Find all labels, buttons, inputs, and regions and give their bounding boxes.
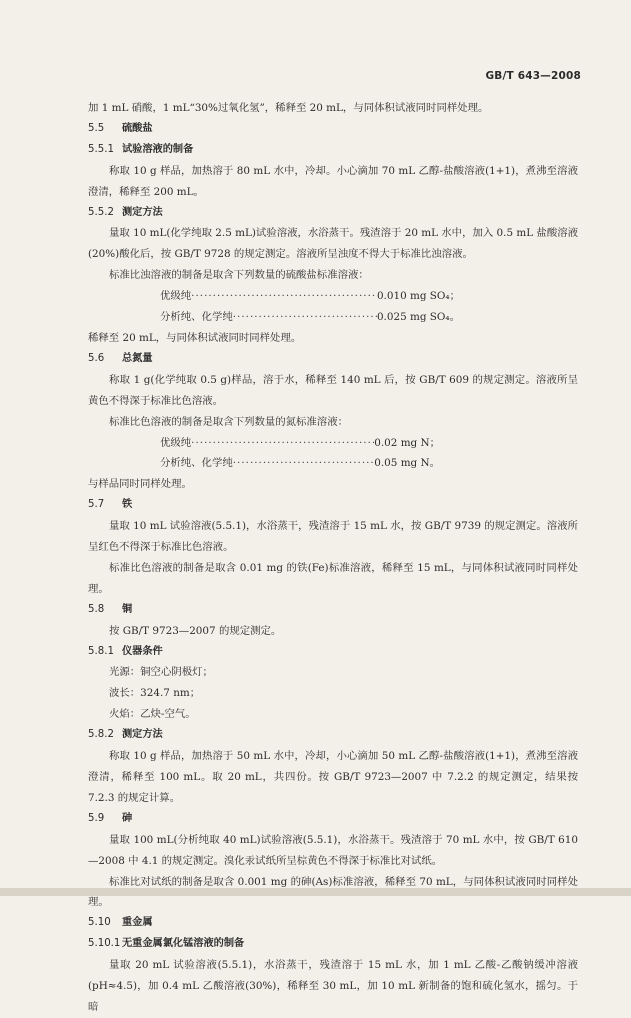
section-title: 硫酸盐 xyxy=(122,122,153,134)
section-title: 仪器条件 xyxy=(122,645,163,657)
standard-number: GB/T 643—2008 xyxy=(485,70,581,82)
section-number: 5.5.2 xyxy=(88,206,114,218)
section-title: 重金属 xyxy=(122,917,153,929)
paragraph: 标准比色溶液的制备是取含下列数量的氮标准溶液： xyxy=(109,415,348,428)
paragraph: 量取 20 mL 试验溶液(5.5.1)，水浴蒸干，残渣溶于 15 mL 水，加 1 mL 乙酸-乙酸钠缓冲溶液(pH≈4.5)，加 0.4 mL 乙酸溶液(30%)，稀释至 30 mL，加 10 mL 新制备的饱和硫化氢水，摇匀。于暗 xyxy=(88,959,578,1013)
section-heading-5-6 xyxy=(88,349,578,370)
section-number: 5.5 xyxy=(88,122,105,134)
instrument-condition: 光源：铜空心阴极灯； xyxy=(109,666,213,679)
paragraph: 称取 1 g(化学纯取 0.5 g)样品，溶于水，稀释至 140 mL 后，按 GB/T 609 的规定测定。溶液所呈黄色不得深于标准比色溶液。 xyxy=(88,373,578,407)
paragraph: 与样品同时同样处理。 xyxy=(88,478,192,491)
section-heading-5-8-2 xyxy=(88,725,578,746)
section-heading-5-10-1 xyxy=(88,934,578,955)
leader-dots xyxy=(191,286,377,307)
leader-dots xyxy=(233,453,375,474)
grade-label: 优级纯 xyxy=(160,290,192,303)
section-number: 5.8.2 xyxy=(88,729,114,741)
limit-value: 0.025 mg SO₄。 xyxy=(376,311,460,324)
limit-value: 0.02 mg N； xyxy=(374,436,440,449)
leader-dots xyxy=(191,433,374,454)
paragraph: 加 1 mL 硝酸，1 mL“30%过氧化氢”，稀释至 20 mL，与同体积试液同时同样处理。 xyxy=(88,102,489,114)
instrument-condition: 波长：324.7 nm； xyxy=(109,687,201,700)
section-title: 测定方法 xyxy=(122,729,163,741)
section-number: 5.8 xyxy=(88,603,105,615)
paragraph: 称取 10 g 样品，加热溶于 50 mL 水中，冷却，小心滴加 50 mL 乙醇-盐酸溶液(1+1)，煮沸至溶液澄清，稀释至 100 mL。取 20 mL，共四份。按 GB/T 9723—2007 中 7.2.2 的规定测定，结果按 7.2.3 的规定计算。 xyxy=(88,750,578,804)
leader-dots xyxy=(233,307,377,328)
instrument-condition: 火焰：乙炔-空气。 xyxy=(109,708,196,721)
section-heading-5-5-2 xyxy=(88,203,578,224)
paragraph: 量取 10 mL 试验溶液(5.5.1)，水浴蒸干，残渣溶于 15 mL 水，按 GB/T 9739 的规定测定。溶液所呈红色不得深于标准比色溶液。 xyxy=(88,520,578,554)
section-title: 测定方法 xyxy=(122,206,163,218)
scan-edge xyxy=(0,888,631,896)
grade-label: 分析纯、化学纯 xyxy=(160,311,233,324)
paragraph: 量取 10 mL(化学纯取 2.5 mL)试验溶液，水浴蒸干。残渣溶于 20 mL 水中，加入 0.5 mL 盐酸溶液(20%)酸化后，按 GB/T 9728 的规定测定。溶液所呈浊度不得大于标准比浊溶液。 xyxy=(88,227,578,261)
section-number: 5.5.1 xyxy=(88,143,114,155)
section-title: 试验溶液的制备 xyxy=(122,143,194,155)
section-heading-5-8-1 xyxy=(88,642,578,663)
grade-label: 分析纯、化学纯 xyxy=(160,457,233,470)
section-number: 5.7 xyxy=(88,499,105,511)
section-title: 总氮量 xyxy=(122,352,153,364)
paragraph: 标准比对试纸的制备是取含 0.001 mg 的砷(As)标准溶液，稀释至 70 mL，与同体积试液同时同样处理。 xyxy=(88,875,578,909)
section-heading-5-5-1 xyxy=(88,140,578,161)
paragraph: 称取 10 g 样品，加热溶于 80 mL 水中，冷却。小心滴加 70 mL 乙醇-盐酸溶液(1+1)，煮沸至溶液澄清，稀释至 200 mL。 xyxy=(88,164,578,198)
leader-line-n-grade1 xyxy=(88,433,440,454)
paragraph: 按 GB/T 9723—2007 的规定测定。 xyxy=(109,624,282,637)
section-number: 5.9 xyxy=(88,812,105,824)
section-heading-5-9 xyxy=(88,809,578,830)
section-number: 5.8.1 xyxy=(88,645,114,657)
section-number: 5.10 xyxy=(88,917,111,929)
section-heading-5-10 xyxy=(88,913,578,934)
document-body xyxy=(88,98,578,1018)
paragraph: 标准比浊溶液的制备是取含下列数量的硫酸盐标准溶液： xyxy=(109,269,369,282)
paragraph: 量取 100 mL(分析纯取 40 mL)试验溶液(5.5.1)，水浴蒸干。残渣溶于 70 mL 水中，按 GB/T 610—2008 中 4.1 的规定测定。溴化汞试纸所呈棕黄色不得深于标准比对试纸。 xyxy=(88,833,578,867)
section-title: 砷 xyxy=(122,812,133,824)
section-heading-5-8 xyxy=(88,600,578,621)
grade-label: 优级纯 xyxy=(160,436,192,449)
section-title: 铜 xyxy=(122,603,133,615)
paragraph: 标准比色溶液的制备是取含 0.01 mg 的铁(Fe)标准溶液，稀释至 15 mL，与同体积试液同时同样处理。 xyxy=(88,561,578,595)
section-heading-5-5 xyxy=(88,119,578,140)
section-number: 5.6 xyxy=(88,352,105,364)
section-number: 5.10.1 xyxy=(88,938,121,950)
section-title: 无重金属氯化锰溶液的制备 xyxy=(122,938,245,950)
limit-value: 0.010 mg SO₄； xyxy=(376,290,460,303)
paragraph: 稀释至 20 mL，与同体积试液同时同样处理。 xyxy=(88,331,302,344)
leader-line-so4-grade2 xyxy=(88,307,460,328)
limit-value: 0.05 mg N。 xyxy=(374,457,440,470)
section-title: 铁 xyxy=(122,499,133,511)
leader-line-so4-grade1 xyxy=(88,286,460,307)
leader-line-n-grade2 xyxy=(88,453,440,474)
section-heading-5-7 xyxy=(88,495,578,516)
